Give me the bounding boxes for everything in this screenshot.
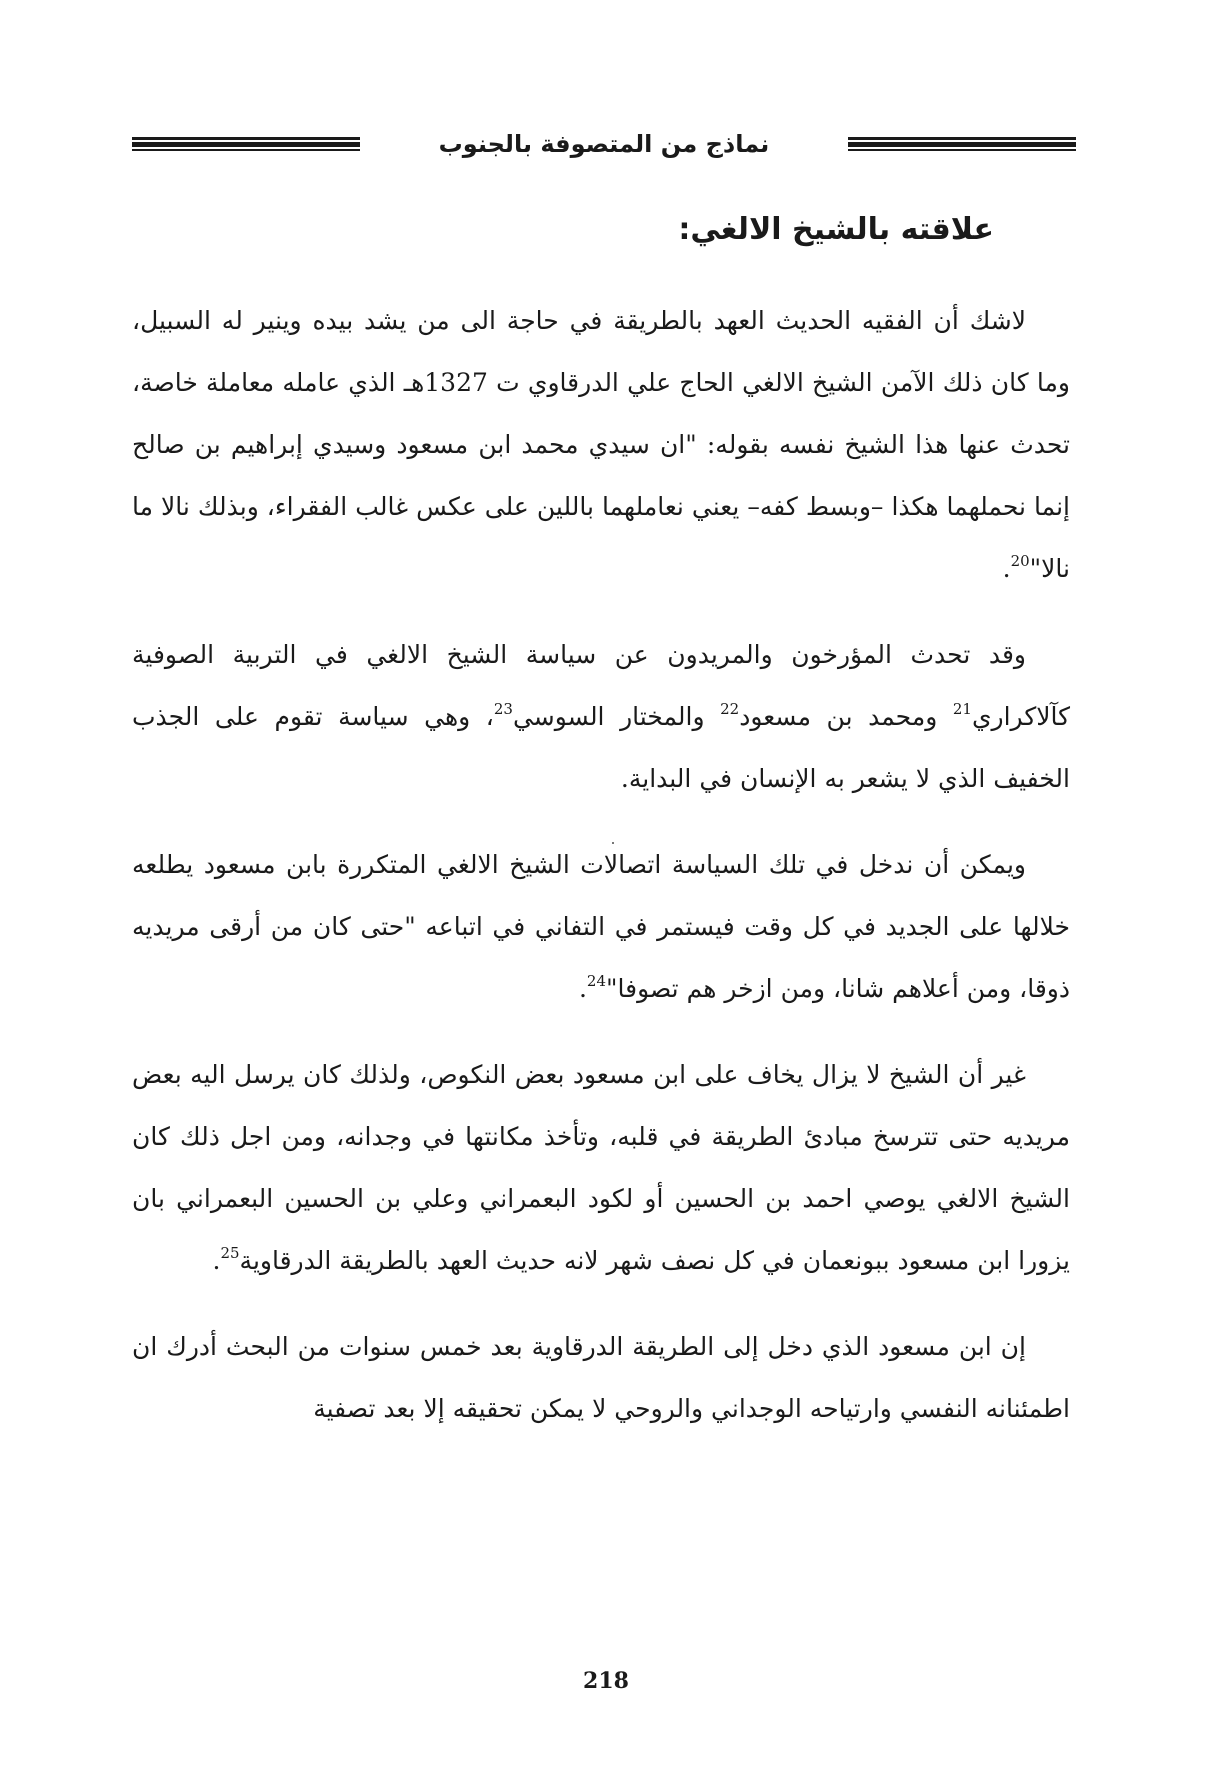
header-rule-left (132, 137, 360, 151)
paragraph (132, 1044, 1070, 1292)
paragraph-text: . (212, 1246, 221, 1275)
paragraph-text: ويمكن أن ندخل في تلك السياسة اتصالات الشيخ الالغي المتكررة بابن مسعود يطلعه خلالها على الجديد في كل وقت فيستمر في التفاني في اتباعه "حتى كان من أرقى مريديه ذوقا، ومن أعلاهم شانا، ومن ازخر هم تصوفا" (132, 850, 1070, 1003)
footnote-ref: 23 (493, 699, 513, 718)
paragraph (132, 290, 1070, 600)
paragraph-text: وقد تحدث المؤرخون والمريدون عن سياسة الشيخ الالغي في التربية الصوفية كآلاكراري (132, 640, 1071, 731)
scan-speck (612, 842, 614, 844)
page-number: 218 (583, 1668, 629, 1694)
footnote-ref: 21 (952, 699, 972, 718)
body-text (132, 290, 1070, 1464)
paragraph-text: غير أن الشيخ لا يزال يخاف على ابن مسعود بعض النكوص، ولذلك كان يرسل اليه بعض مريديه حتى تترسخ مبادئ الطريقة في قلبه، وتأخذ مكانتها في وجدانه، ومن اجل ذلك كان الشيخ الالغي يوصي احمد بن الحسين أو لكود البعمراني وعلي بن الحسين البعمراني بان يزورا ابن مسعود ببونعمان في كل نصف شهر لانه حديث العهد بالطريقة الدرقاوية (132, 1060, 1070, 1275)
footnote-ref: 22 (720, 699, 740, 718)
footnote-ref: 25 (220, 1243, 240, 1262)
running-header (132, 124, 1076, 164)
paragraph (132, 1316, 1070, 1440)
paragraph-text: والمختار السوسي (512, 702, 721, 731)
header-rule-right (848, 137, 1076, 151)
paragraph (132, 624, 1070, 810)
footnote-ref: 24 (586, 971, 607, 990)
section-heading: علاقته بالشيخ الالغي: (678, 212, 994, 247)
paragraph-text: إن ابن مسعود الذي دخل إلى الطريقة الدرقاوية بعد خمس سنوات من البحث أدرك ان اطمئنانه النفسي وارتياحه الوجداني والروحي لا يمكن تحقيقه إلا بعد تصفية (132, 1332, 1070, 1423)
paragraph-text: . (578, 974, 587, 1003)
paragraph-text: لاشك أن الفقيه الحديث العهد بالطريقة في حاجة الى من يشد بيده وينير له السبيل، وما كان ذلك الآمن الشيخ الالغي الحاج علي الدرقاوي ت 1327هـ الذي عامله معاملة خاصة، تحدث عنها هذا الشيخ نفسه بقوله: "ان سيدي محمد ابن مسعود وسيدي إبراهيم بن صالح إنما نحملهما هكذا –وبسط كفه– يعني نعاملهما باللين على عكس غالب الفقراء، وبذلك نالا ما نالا" (132, 306, 1070, 583)
paragraph-text: ، وهي سياسة تقوم على الجذب الخفيف الذي لا يشعر به الإنسان في البداية. (132, 702, 1070, 793)
header-title: نماذج من المتصوفة بالجنوب (438, 130, 770, 158)
paragraph-text: . (1002, 554, 1011, 583)
footnote-ref: 20 (1010, 551, 1030, 570)
paragraph-text: ومحمد بن مسعود (739, 702, 953, 731)
paragraph (132, 834, 1070, 1020)
